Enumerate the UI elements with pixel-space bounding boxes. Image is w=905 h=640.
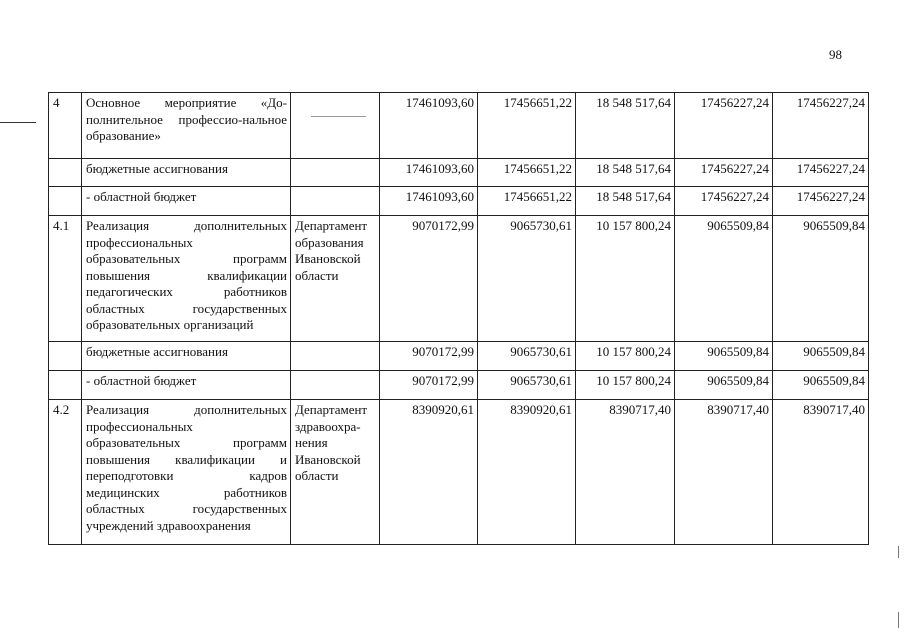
row-number: 4.1 bbox=[53, 218, 70, 233]
scan-mark-right-2 bbox=[898, 612, 899, 628]
value-cell: 8390717,40 bbox=[576, 400, 675, 545]
table-row bbox=[49, 187, 869, 216]
row-number: 4.2 bbox=[53, 402, 70, 417]
value-cell: 9065730,61 bbox=[478, 371, 576, 400]
value-cell: 9065730,61 bbox=[478, 216, 576, 342]
executor-cell bbox=[291, 371, 380, 400]
value-cell: 9070172,99 bbox=[380, 216, 478, 342]
value-cell: 17456651,22 bbox=[478, 159, 576, 187]
description-cell bbox=[82, 400, 291, 545]
row-number: 4 bbox=[53, 95, 60, 110]
row-number-cell bbox=[49, 159, 82, 187]
value-cell: 9065509,84 bbox=[773, 342, 869, 371]
value-cell: 10 157 800,24 bbox=[576, 342, 675, 371]
executor-cell: Департамент образования Ивановской области bbox=[291, 216, 380, 342]
value-cell: 9065509,84 bbox=[675, 342, 773, 371]
value-cell: 17456651,22 bbox=[478, 93, 576, 159]
value-cell: 8390717,40 bbox=[675, 400, 773, 545]
value-cell: 8390920,61 bbox=[380, 400, 478, 545]
value-cell: 10 157 800,24 bbox=[576, 371, 675, 400]
value-cell: 17456227,24 bbox=[675, 159, 773, 187]
value-cell: 8390717,40 bbox=[773, 400, 869, 545]
value-cell: 17456227,24 bbox=[675, 93, 773, 159]
value-cell: 18 548 517,64 bbox=[576, 187, 675, 216]
row-description: Реализация дополнительных профессиональных образовательных программ повышения квалификации и переподготовки кадров медицинских работников областных государственных учреждений здравоохранения bbox=[86, 402, 287, 533]
executor-cell bbox=[291, 93, 380, 159]
row-number-cell bbox=[49, 371, 82, 400]
description-cell bbox=[82, 93, 291, 159]
value-cell: 17456227,24 bbox=[773, 159, 869, 187]
description-cell bbox=[82, 187, 291, 216]
value-cell: 17456227,24 bbox=[773, 93, 869, 159]
table-row bbox=[49, 93, 869, 159]
page-number: 98 bbox=[829, 47, 842, 62]
row-number-cell bbox=[49, 400, 82, 545]
row-description: Реализация дополнительных профессиональных образовательных программ повышения квалификации педагогических работников областных государственных образовательных организаций bbox=[86, 218, 287, 332]
row-number-cell bbox=[49, 187, 82, 216]
table-row bbox=[49, 400, 869, 545]
value-cell: 18 548 517,64 bbox=[576, 93, 675, 159]
row-number-cell bbox=[49, 216, 82, 342]
row-description: Основное мероприятие «До-полнительное профессио-нальное образование» bbox=[86, 95, 287, 143]
description-cell bbox=[82, 342, 291, 371]
row-description: бюджетные ассигнования bbox=[86, 161, 228, 176]
value-cell: 8390920,61 bbox=[478, 400, 576, 545]
description-cell bbox=[82, 371, 291, 400]
description-cell bbox=[82, 159, 291, 187]
value-cell: 18 548 517,64 bbox=[576, 159, 675, 187]
executor-cell bbox=[291, 342, 380, 371]
value-cell: 9065509,84 bbox=[773, 216, 869, 342]
value-cell: 9065509,84 bbox=[773, 371, 869, 400]
executor-cell: Департамент здравоохра-нения Ивановской области bbox=[291, 400, 380, 545]
value-cell: 9065509,84 bbox=[675, 371, 773, 400]
scan-mark-right-1 bbox=[898, 546, 899, 558]
table-row bbox=[49, 216, 869, 342]
description-cell bbox=[82, 216, 291, 342]
value-cell: 17461093,60 bbox=[380, 187, 478, 216]
margin-line-left bbox=[0, 122, 36, 123]
table-row bbox=[49, 371, 869, 400]
executor-cell bbox=[291, 187, 380, 216]
value-cell: 10 157 800,24 bbox=[576, 216, 675, 342]
value-cell: 17456651,22 bbox=[478, 187, 576, 216]
row-number-cell bbox=[49, 93, 82, 159]
table-row bbox=[49, 159, 869, 187]
value-cell: 9070172,99 bbox=[380, 342, 478, 371]
value-cell: 17456227,24 bbox=[675, 187, 773, 216]
budget-table bbox=[48, 92, 869, 545]
row-description: - областной бюджет bbox=[86, 189, 197, 204]
value-cell: 17456227,24 bbox=[773, 187, 869, 216]
row-description: - областной бюджет bbox=[86, 373, 197, 388]
value-cell: 9070172,99 bbox=[380, 371, 478, 400]
row-description: бюджетные ассигнования bbox=[86, 344, 228, 359]
value-cell: 9065730,61 bbox=[478, 342, 576, 371]
executor-cell bbox=[291, 159, 380, 187]
value-cell: 17461093,60 bbox=[380, 93, 478, 159]
row-number-cell bbox=[49, 342, 82, 371]
table-row bbox=[49, 342, 869, 371]
value-cell: 9065509,84 bbox=[675, 216, 773, 342]
value-cell: 17461093,60 bbox=[380, 159, 478, 187]
